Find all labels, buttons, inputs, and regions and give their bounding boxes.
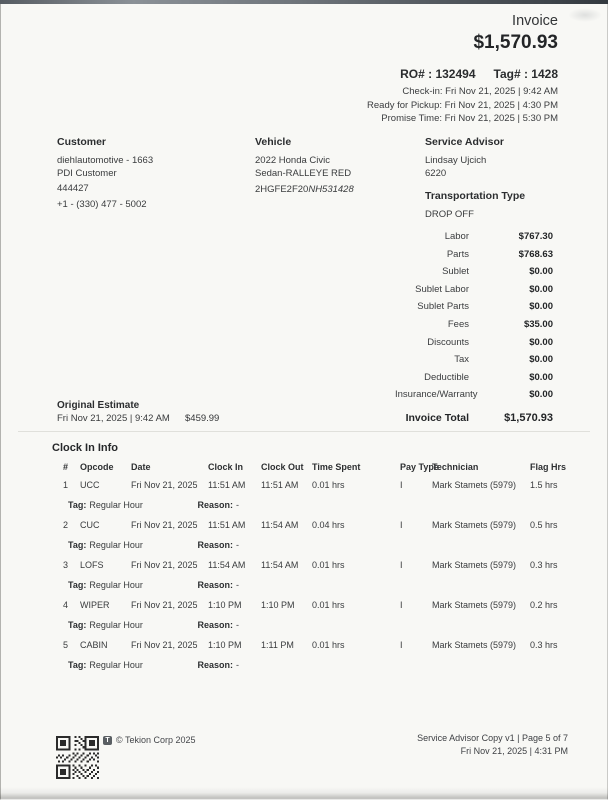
copyright-text: © Tekion Corp 2025 bbox=[116, 735, 196, 745]
invoice-total-row bbox=[395, 412, 553, 424]
table-tag-row: Tag: Regular Hour Reason: - bbox=[68, 500, 240, 510]
copy-version-page: Service Advisor Copy v1 | Page 5 of 7 bbox=[417, 733, 568, 743]
customer-name: diehlautomotive - 1663 bbox=[57, 155, 154, 166]
original-estimate-section bbox=[57, 400, 219, 424]
customer-phone: +1 - (330) 477 - 5002 bbox=[57, 199, 147, 210]
ro-number: RO# : 132494 bbox=[400, 67, 476, 81]
customer-number: 444427 bbox=[57, 183, 89, 194]
footer-brand bbox=[103, 735, 196, 745]
scan-top-edge bbox=[0, 0, 608, 4]
col-flag-hrs: Flag Hrs bbox=[530, 462, 567, 472]
total-row-discounts: Discounts $0.00 bbox=[427, 336, 553, 348]
transportation-section bbox=[425, 190, 525, 221]
col-technician: Technician bbox=[432, 462, 479, 472]
col-opcode: Opcode bbox=[80, 462, 114, 472]
qr-code-icon bbox=[56, 735, 99, 780]
invoice-title: Invoice bbox=[512, 13, 558, 29]
footer-page-info bbox=[417, 732, 568, 758]
total-row-sublet-labor: Sublet Labor $0.00 bbox=[415, 283, 553, 295]
service-advisor-id: 6220 bbox=[425, 168, 447, 179]
clock-in-table-header bbox=[63, 462, 568, 480]
header-meta bbox=[367, 85, 558, 126]
col-date: Date bbox=[131, 462, 151, 472]
section-divider bbox=[18, 431, 590, 432]
col-clock-in: Clock In bbox=[208, 462, 244, 472]
total-row-sublet-parts: Sublet Parts $0.00 bbox=[417, 301, 553, 313]
table-row: 3 LOFS Fri Nov 21, 2025 11:54 AM 11:54 AM 0.01 hrs I Mark Stamets (5979) 0.3 hrs bbox=[63, 560, 558, 570]
invoice-header bbox=[367, 13, 558, 126]
scan-artifact bbox=[568, 8, 602, 22]
tag-number: Tag# : 1428 bbox=[493, 67, 558, 81]
scan-bottom-edge bbox=[0, 787, 608, 800]
original-estimate-date: Fri Nov 21, 2025 | 9:42 AM bbox=[57, 413, 170, 424]
table-row: 1 UCC Fri Nov 21, 2025 11:51 AM 11:51 AM 0.01 hrs I Mark Stamets (5979) 1.5 hrs bbox=[63, 480, 558, 490]
ready-for-pickup-time: Ready for Pickup: Fri Nov 21, 2025 | 4:30 PM bbox=[367, 99, 558, 111]
customer-type: PDI Customer bbox=[57, 168, 117, 179]
table-tag-row: Tag: Regular Hour Reason: - bbox=[68, 620, 240, 630]
table-row: 4 WIPER Fri Nov 21, 2025 1:10 PM 1:10 PM 0.01 hrs I Mark Stamets (5979) 0.2 hrs bbox=[63, 600, 558, 610]
table-tag-row: Tag: Regular Hour Reason: - bbox=[68, 540, 240, 550]
invoice-total-label: Invoice Total bbox=[405, 411, 469, 424]
total-row-deductible: Deductible $0.00 bbox=[424, 371, 553, 383]
invoice-total-value: $1,570.93 bbox=[504, 411, 553, 424]
table-row: 5 CABIN Fri Nov 21, 2025 1:10 PM 1:11 PM 0.01 hrs I Mark Stamets (5979) 0.3 hrs bbox=[63, 640, 558, 650]
original-estimate-amount: $459.99 bbox=[185, 413, 220, 424]
vin-prefix: 2HGFE2F20 bbox=[255, 184, 309, 195]
total-row-insurance-warranty: Insurance/Warranty $0.00 bbox=[395, 389, 553, 401]
vehicle-model: 2022 Honda Civic bbox=[255, 155, 330, 166]
total-row-fees: Fees $35.00 bbox=[447, 318, 553, 330]
ro-tag-line bbox=[367, 67, 558, 81]
print-timestamp: Fri Nov 21, 2025 | 4:31 PM bbox=[460, 746, 568, 756]
total-row-sublet: Sublet $0.00 bbox=[442, 266, 553, 278]
total-row-labor: Labor $767.30 bbox=[444, 231, 553, 242]
col-pay-type: Pay Type bbox=[400, 462, 439, 472]
table-row: 2 CUC Fri Nov 21, 2025 11:51 AM 11:54 AM 0.04 hrs I Mark Stamets (5979) 0.5 hrs bbox=[63, 520, 558, 530]
service-advisor-heading: Service Advisor bbox=[425, 136, 504, 148]
table-tag-row: Tag: Regular Hour Reason: - bbox=[68, 660, 240, 670]
vehicle-trim: Sedan-RALLEYE RED bbox=[255, 168, 352, 179]
totals-summary bbox=[395, 231, 553, 424]
promise-time: Promise Time: Fri Nov 21, 2025 | 5:30 PM bbox=[381, 113, 558, 124]
vehicle-section bbox=[255, 136, 354, 196]
tekion-logo-icon: T bbox=[103, 736, 112, 745]
vehicle-heading: Vehicle bbox=[255, 136, 292, 148]
service-advisor-name: Lindsay Ujcich bbox=[425, 155, 487, 166]
customer-section bbox=[57, 136, 153, 211]
original-estimate-heading: Original Estimate bbox=[57, 400, 140, 411]
service-advisor-section bbox=[425, 136, 525, 221]
col-clock-out: Clock Out bbox=[261, 462, 304, 472]
clock-in-info-heading: Clock In Info bbox=[52, 442, 118, 454]
col-time-spent: Time Spent bbox=[312, 462, 361, 472]
total-row-tax: Tax $0.00 bbox=[454, 354, 553, 366]
transportation-heading: Transportation Type bbox=[425, 190, 526, 202]
customer-heading: Customer bbox=[57, 136, 107, 148]
total-row-parts: Parts $768.63 bbox=[446, 248, 553, 260]
invoice-amount: $1,570.93 bbox=[473, 32, 558, 53]
clock-in-table bbox=[63, 462, 568, 680]
vehicle-vin bbox=[255, 183, 354, 196]
checkin-time: Check-in: Fri Nov 21, 2025 | 9:42 AM bbox=[402, 86, 558, 97]
table-tag-row: Tag: Regular Hour Reason: - bbox=[68, 580, 240, 590]
vin-suffix: NH531428 bbox=[308, 184, 354, 195]
col-num: # bbox=[63, 462, 69, 472]
transportation-value: DROP OFF bbox=[425, 209, 474, 220]
